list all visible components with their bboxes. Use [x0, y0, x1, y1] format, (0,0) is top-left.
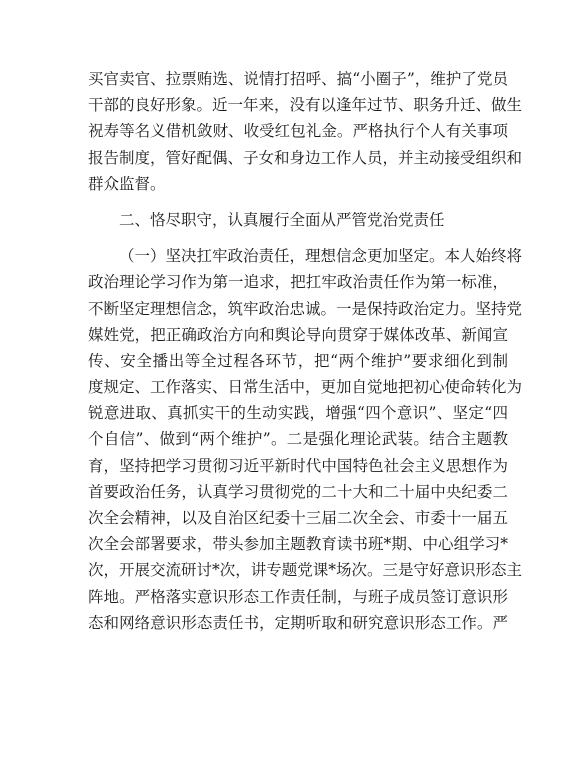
body-line-16: 首要政治任务，认真学习贯彻党的二十大和二十届中央纪委二: [88, 482, 508, 501]
body-line-2: 干部的良好形象。近一年来，没有以逢年过节、职务升迁、做生: [88, 96, 523, 115]
section-heading: 二、恪尽职守，认真履行全面从严管党治党责任: [119, 210, 445, 229]
body-line-11: 传、安全播出等全过程各环节，把“两个维护”要求细化到制: [88, 351, 508, 370]
body-line-17: 次全会精神，以及自治区纪委十三届二次全会、市委十一届五: [88, 509, 508, 527]
body-line-20: 阵地。严格落实意识形态工作责任制，与班子成员签订意识形: [88, 587, 508, 606]
body-line-5: 群众监督。: [88, 174, 166, 193]
subsection-first-line: （一）坚决扛牢政治责任，理想信念更加坚定。本人始终将: [119, 247, 523, 266]
body-line-10: 媒姓党，把正确政治方向和舆论导向贯穿于媒体改革、新闻宣: [88, 325, 508, 344]
body-line-4: 报告制度，管好配偶、子女和身边工作人员，并主动接受组织和: [88, 148, 523, 167]
body-line-12: 度规定、工作落实、日常生活中，更加自觉地把初心使命转化为: [88, 378, 523, 397]
body-line-3: 祝寿等名义借机敛财、收受红包礼金。严格执行个人有关事项: [88, 122, 508, 141]
body-line-21: 态和网络意识形态责任书，定期听取和研究意识形态工作。严: [88, 613, 508, 632]
body-line-15: 育，坚持把学习贯彻习近平新时代中国特色社会主义思想作为: [88, 456, 508, 475]
body-line-13: 锐意进取、真抓实干的生动实践，增强“四个意识”、坚定“四: [88, 404, 508, 423]
body-line-9: 不断坚定理想信念，筑牢政治忠诚。一是保持政治定力。坚持党: [88, 299, 523, 318]
body-line-18: 次全会部署要求，带头参加主题教育读书班*期、中心组学习*: [88, 535, 508, 554]
body-line-1: 买官卖官、拉票贿选、说情打招呼、搞“小圈子”，维护了党员: [88, 70, 508, 88]
body-line-8: 政治理论学习作为第一追求，把扛牢政治责任作为第一标准，: [88, 273, 508, 292]
body-line-19: 次，开展交流研讨*次，讲专题党课*场次。三是守好意识形态主: [88, 561, 523, 580]
body-line-14: 个自信”、做到“两个维护”。二是强化理论武装。结合主题教: [88, 430, 508, 449]
document-body: [88, 66, 523, 636]
